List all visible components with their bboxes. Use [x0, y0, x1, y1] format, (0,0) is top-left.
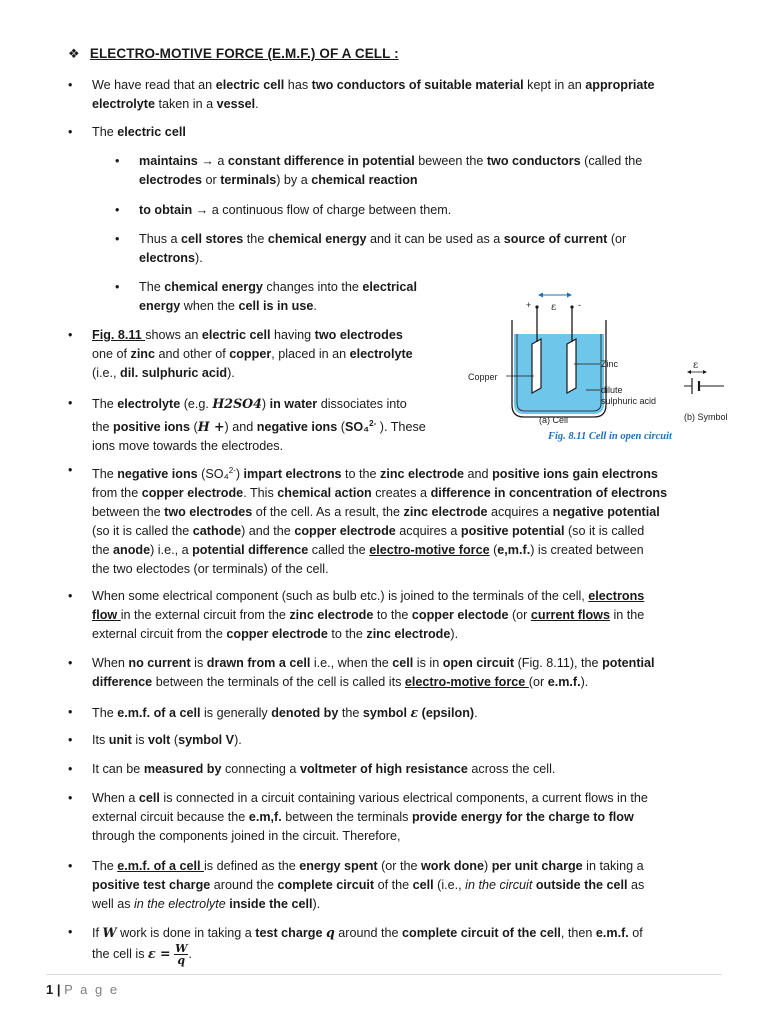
bullet-line: It can be measured by connecting a voltmeter of high resistance across the cell.: [92, 762, 556, 776]
bullet-text: [92, 76, 655, 114]
bullet-line: from the copper electrode. This chemical action creates a difference in concentration of electrons: [92, 486, 668, 501]
bullet-line: external circuit from the copper electrode to the zinc electrode).: [92, 627, 459, 641]
emf-arrow-right-head: [567, 293, 572, 298]
bullet-dot-icon: •: [68, 791, 73, 805]
bullet-line: The e.m.f. of a cell is defined as the energy spent (or the work done) per unit charge in taking a: [92, 859, 644, 873]
bullet-line: electrons).: [139, 251, 203, 265]
zinc-label: Zinc: [601, 359, 619, 369]
acid-label: sulphuric acid: [601, 396, 657, 406]
bullet-text: [92, 587, 644, 644]
bullet-dot-icon: •: [115, 280, 120, 294]
page-number: 1: [46, 982, 54, 997]
figure-caption: Fig. 8.11 Cell in open circuit: [548, 431, 672, 442]
bullet-line: Fig. 8.11 shows an electric cell having two electrodes: [92, 328, 403, 342]
page-label: P a g e: [64, 982, 120, 997]
bullet-dot-icon: •: [115, 232, 120, 246]
bullet-line: electrolyte taken in a vessel.: [92, 97, 259, 111]
bullet-line: through the components joined in the circuit. Therefore,: [92, 829, 401, 843]
bullet-line: positive test charge around the complete circuit of the cell (i.e., in the circuit outside the cell as: [92, 878, 645, 892]
bullet-line: the positive ions (H +) and negative ions (SO₄$^{2-}$ ). These: [92, 419, 426, 435]
section-title-text: ELECTRO-MOTIVE FORCE (E.M.F.) OF A CELL :: [89, 46, 399, 61]
bullet-line: When no current is drawn from a cell i.e., when the cell is in open circuit (Fig. 8.11), the potential: [92, 656, 655, 670]
bullet-line: The electrolyte (e.g. H2SO4) in water dissociates into: [92, 396, 407, 411]
bullet-line: the cell is ε = $\frac{W}{q}$ .: [92, 942, 192, 967]
bullet-text: [92, 731, 242, 750]
bullet-text: [92, 654, 655, 692]
bullet-line: When a cell is connected in a circuit containing various electrical components, a current flows in the: [92, 791, 648, 805]
bullet-line: The e.m.f. of a cell is generally denoted by the symbol ε (epsilon).: [92, 705, 478, 720]
symbol-sublabel: (b) Symbol: [684, 412, 728, 422]
bullet-dot-icon: •: [68, 589, 73, 603]
bullet-line: If W work is done in taking a test charge q around the complete circuit of the cell, then e.m.f. of: [92, 925, 643, 940]
bullet-text: [139, 230, 626, 268]
page-footer: [46, 980, 119, 999]
zinc-terminal: [570, 305, 573, 308]
bullet-line: When some electrical component (such as bulb etc.) is joined to the terminals of the cell, electrons: [92, 589, 645, 603]
bullet-text: [92, 760, 555, 779]
bullet-dot-icon: •: [68, 925, 73, 939]
electrolyte-fill: [514, 334, 604, 414]
bullet-text: [92, 857, 644, 914]
bullet-line: (so it is called the cathode) and the copper electrode acquires a positive potential (so it is called: [92, 524, 645, 539]
bullet-line: energy when the cell is in use.: [139, 299, 317, 313]
bullet-line: We have read that an electric cell has two conductors of suitable material kept in an appropriate: [92, 78, 655, 92]
bullet-dot-icon: •: [68, 396, 73, 410]
zinc-electrode: [567, 339, 576, 393]
bullet-dot-icon: •: [68, 762, 73, 776]
bullet-line: maintains → a constant difference in potential beween the two conductors (called the: [139, 154, 643, 168]
bullet-line: (i.e., dil. sulphuric acid).: [92, 366, 235, 380]
bullet-line: Its unit is volt (symbol V).: [92, 733, 242, 747]
footer-separator: |: [56, 982, 61, 997]
bullet-dot-icon: •: [68, 859, 73, 873]
bullet-text: [139, 201, 451, 220]
bullet-dot-icon: •: [68, 125, 73, 139]
bullet-dot-icon: •: [68, 328, 73, 342]
bullet-line: between the two electrodes of the cell. As a result, the zinc electrode acquires a negative potential: [92, 505, 660, 520]
bullet-line: The electric cell: [92, 125, 186, 139]
diamond-bullet-icon: ❖: [68, 46, 80, 61]
bullet-dot-icon: •: [68, 463, 73, 477]
bullet-line: The negative ions (SO₄$^{2-}$) impart electrons to the zinc electrode and positive ions gain electrons: [92, 466, 658, 482]
bullet-line: to obtain → a continuous flow of charge between them.: [139, 203, 452, 217]
bullet-line: flow in the external circuit from the zinc electrode to the copper electode (or current flows in the: [92, 608, 645, 622]
symbol-arrow-right-head: [703, 370, 707, 374]
bullet-text: [92, 394, 426, 456]
bullet-text: [139, 152, 642, 190]
epsilon-label: ε: [551, 302, 557, 313]
bullet-line: ions move towards the electrodes.: [92, 439, 284, 454]
dilute-label: dilute: [601, 385, 623, 395]
cell-diagram: [462, 286, 742, 446]
bullet-text: [92, 703, 478, 723]
bullet-dot-icon: •: [68, 705, 73, 719]
bullet-text: [92, 123, 186, 142]
symbol-epsilon-label: ε: [693, 360, 699, 371]
bullet-line: well as in the electrolyte inside the cell).: [92, 897, 321, 911]
bullet-dot-icon: •: [68, 78, 73, 92]
bullet-text: [139, 278, 417, 316]
bullet-line: external circuit because the e.m,f. between the terminals provide energy for the charge to flow: [92, 810, 634, 824]
figure-8-11: [462, 286, 742, 446]
bullet-line: the two electodes (or terminals) of the cell.: [92, 562, 329, 577]
bullet-line: one of zinc and other of copper, placed in an electrolyte: [92, 347, 413, 361]
copper-label: Copper: [468, 372, 498, 382]
bullet-text: [92, 923, 643, 966]
copper-electrode: [532, 339, 541, 393]
bullet-line: difference between the terminals of the cell is called its electro-motive force (or e.m.f.).: [92, 675, 589, 689]
copper-terminal: [535, 305, 538, 308]
plus-label: +: [526, 300, 532, 310]
bullet-text: [92, 789, 648, 846]
bullet-dot-icon: •: [115, 203, 120, 217]
bullet-dot-icon: •: [68, 656, 73, 670]
section-title: [68, 44, 399, 63]
bullet-text: [92, 326, 413, 383]
bullet-line: Thus a cell stores the chemical energy and it can be used as a source of current (or: [139, 232, 627, 246]
bullet-dot-icon: •: [68, 733, 73, 747]
bullet-line: the anode) i.e., a potential difference called the electro-motive force (e,m.f.) is created between: [92, 543, 644, 558]
symbol-arrow-left-head: [687, 370, 691, 374]
minus-label: -: [578, 300, 581, 310]
bullet-line: electrodes or terminals) by a chemical reaction: [139, 173, 418, 187]
bullet-text: [92, 461, 667, 579]
bullet-line: The chemical energy changes into the electrical: [139, 280, 417, 294]
bullet-dot-icon: •: [115, 154, 120, 168]
emf-arrow-left-head: [538, 293, 543, 298]
cell-sublabel: (a) Cell: [539, 415, 569, 425]
footer-divider: [46, 974, 722, 975]
